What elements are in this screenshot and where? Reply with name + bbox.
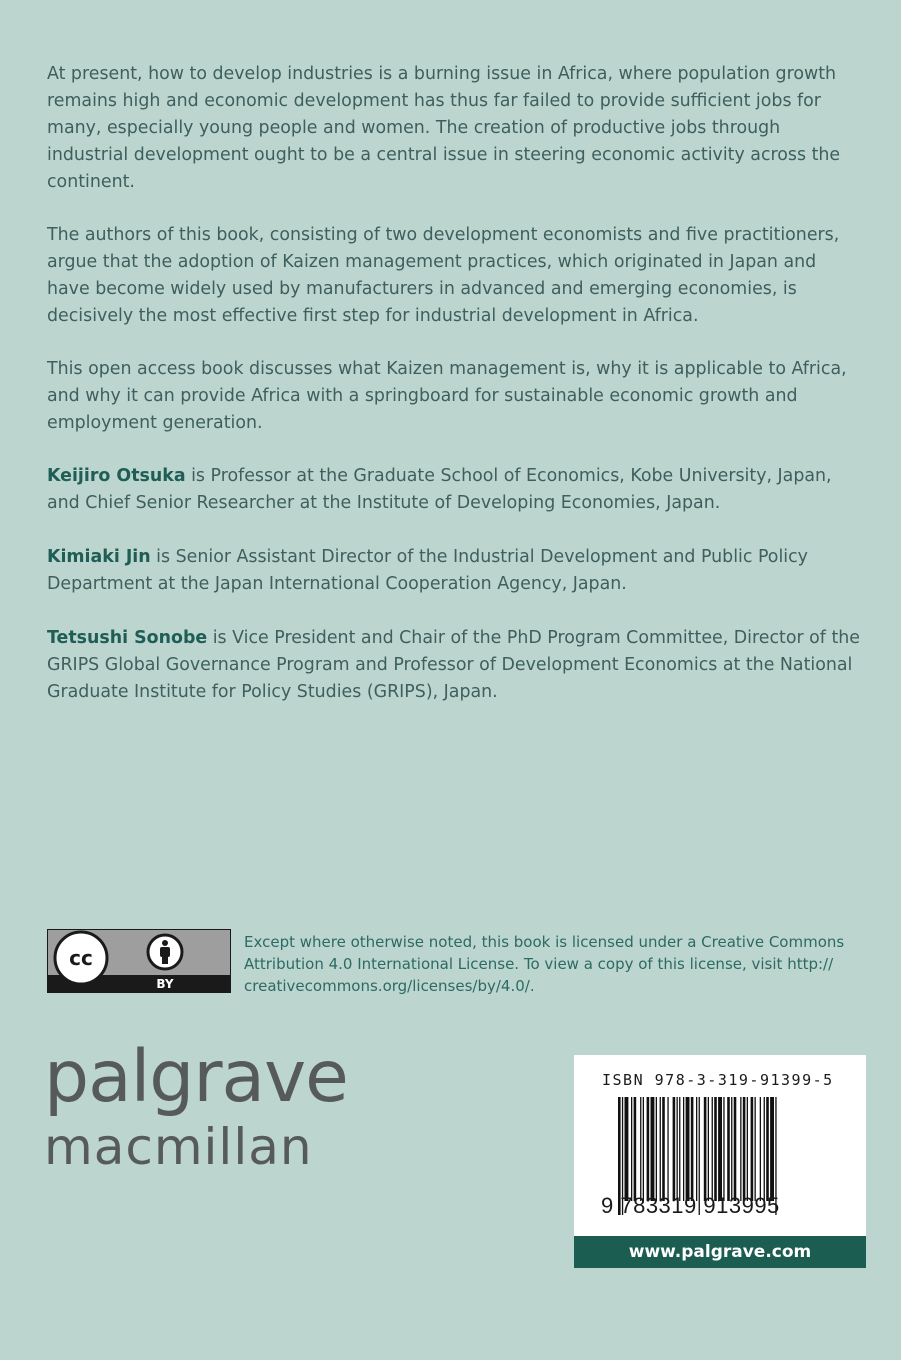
barcode-bar (766, 1097, 769, 1201)
barcode-bar (662, 1097, 665, 1201)
author-description: is Senior Assistant Director of the Industrial Development and Public Policy Department at the Japan International Cooperation Agency, Japan. (47, 547, 808, 594)
by-text: BY (156, 977, 174, 991)
barcode-bar (625, 1097, 629, 1201)
barcode-bar (747, 1097, 748, 1201)
barcode-bar (760, 1097, 761, 1201)
barcode-bar (691, 1097, 694, 1201)
barcode-bar (679, 1097, 680, 1201)
publisher-website: www.palgrave.com (574, 1236, 866, 1268)
barcode-bar (683, 1097, 684, 1201)
barcode-bar (743, 1097, 746, 1201)
barcode-bar (643, 1097, 644, 1201)
license-section (47, 929, 867, 995)
isbn-label: ISBN 978-3-319-91399-5 (602, 1071, 834, 1089)
author-name: Kimiaki Jin (47, 547, 151, 567)
author-bio-sonobe (47, 625, 862, 706)
barcode-digits: 9 783319 913995 (601, 1193, 780, 1218)
blurb-paragraph-3: This open access book discusses what Kaizen management is, why it is applicable to Africa, and why it can provide Africa with a springboard for sustainable economic growth and employment generation. (47, 359, 847, 433)
author-name: Keijiro Otsuka (47, 466, 186, 486)
barcode-bar (651, 1097, 655, 1201)
barcode-bar (764, 1097, 765, 1201)
author-description: is Vice President and Chair of the PhD Program Committee, Director of the GRIPS Global Governance Program and Professor of Development Economics at the National Graduate Institute for Policy Studies (GRIPS), Japan. (47, 628, 860, 702)
author-description: is Professor at the Graduate School of Economics, Kobe University, Japan, and Chief Senior Researcher at the Institute of Developing Economies, Japan. (47, 466, 832, 513)
barcode-bar (686, 1097, 690, 1201)
barcode-bar (740, 1097, 741, 1201)
barcode-bar (751, 1097, 754, 1201)
barcode-bar (755, 1097, 756, 1201)
barcode-bar (708, 1097, 709, 1201)
blurb-paragraph-2: The authors of this book, consisting of two development economists and five practitioners, argue that the adoption of Kaizen management practices, which originated in Japan and have become widely used by manufacturers in advanced and emerging economies, is decisively the most effective first step for industrial development in Africa. (47, 225, 840, 326)
barcode-bar (727, 1097, 730, 1201)
author-bio-jin (47, 544, 862, 598)
blurb-paragraph-1: At present, how to develop industries is a burning issue in Africa, where population growth remains high and economic development has thus far failed to provide sufficient jobs for many, especially young people and women. The creation of productive jobs through industrial development ought to be a central issue in steering economic activity across the continent. (47, 64, 841, 192)
license-text (244, 931, 864, 997)
back-cover-blurb (47, 61, 862, 733)
barcode-bar (731, 1097, 732, 1201)
cc-by-badge-icon (47, 929, 231, 993)
barcode-bar (656, 1097, 657, 1201)
license-line: Except where otherwise noted, this book is licensed under a Creative Commons (244, 933, 845, 951)
license-line: creativecommons.org/licenses/by/4.0/. (244, 977, 535, 995)
barcode-bar (640, 1097, 641, 1201)
publisher-name-line1: palgrave (44, 1035, 348, 1118)
author-name: Tetsushi Sonobe (47, 628, 208, 648)
barcode-bar (634, 1097, 637, 1201)
license-line: Attribution 4.0 International License. To view a copy of this license, visit http:// (244, 955, 834, 973)
barcode-bar (770, 1097, 774, 1201)
barcode-bar (667, 1097, 668, 1201)
barcode-bar (712, 1097, 713, 1201)
barcode-bar (714, 1097, 717, 1201)
barcode-bar (734, 1097, 737, 1201)
barcode-bar (660, 1097, 661, 1201)
barcode-bar (704, 1097, 707, 1201)
author-bio-otsuka (47, 463, 862, 517)
barcode-bar (677, 1097, 678, 1201)
barcode-bar (673, 1097, 676, 1201)
barcode-bar (718, 1097, 722, 1201)
publisher-name-line2: macmillan (44, 1118, 313, 1176)
barcode-bar (647, 1097, 650, 1201)
cc-text: cc (69, 946, 93, 970)
barcode-bar (696, 1097, 697, 1201)
barcode-bar (723, 1097, 724, 1201)
publisher-logo (44, 1035, 348, 1176)
barcode-bar (631, 1097, 632, 1201)
